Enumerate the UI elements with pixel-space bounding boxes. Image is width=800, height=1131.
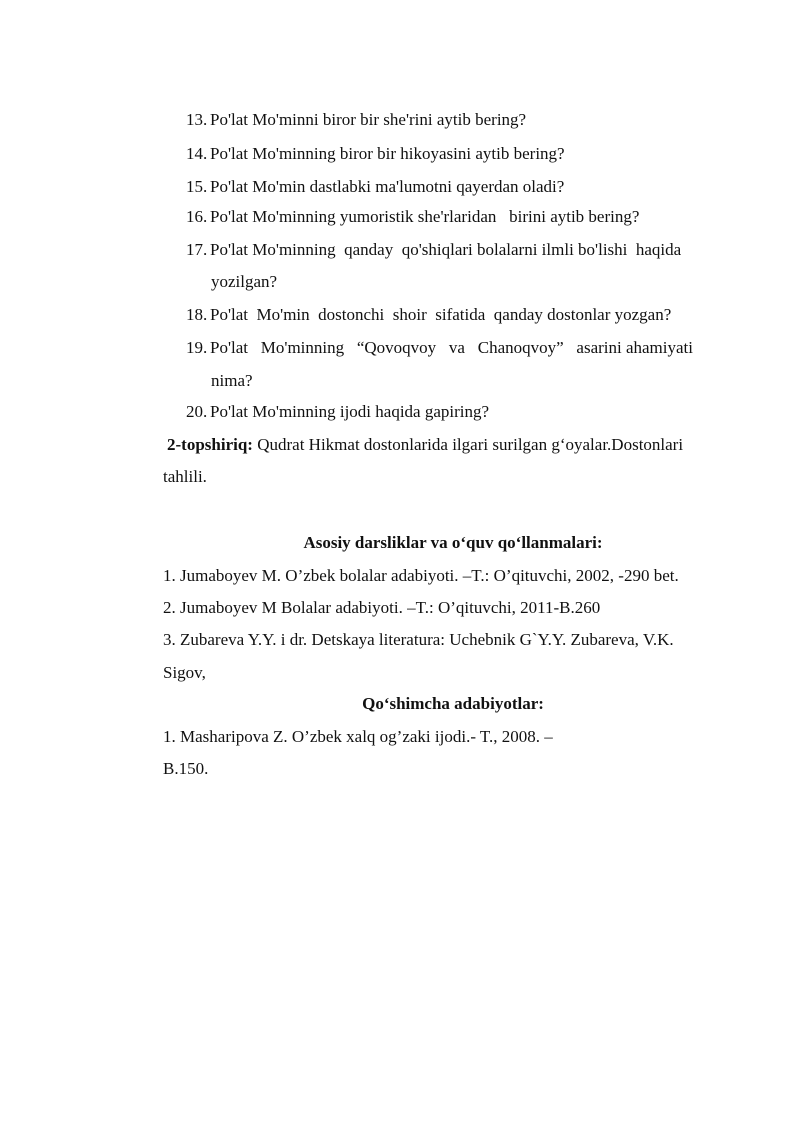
question-14: [186, 142, 742, 166]
main-book-3: 3. Zubareva Y.Y. i dr. Detskaya literatura: Uchebnik G`Y.Y. Zubareva, V.K.: [163, 630, 674, 649]
extra-book-1-continuation: B.150.: [163, 759, 209, 778]
question-number: 14.: [186, 144, 208, 163]
question-number: 18.: [186, 305, 208, 324]
task-label: 2-topshiriq:: [167, 435, 253, 454]
main-book-2: 2. Jumaboyev M Bolalar adabiyoti. –T.: O’qituvchi, 2011-B.260: [163, 598, 601, 617]
question-text: Po'lat Mo'minning yumoristik she'rlaridan birini aytib bering?: [210, 207, 640, 226]
question-text: Po'lat Mo'minning ijodi haqida gapiring?: [210, 402, 490, 421]
question-text: Po'lat Mo'minning biror bir hikoyasini aytib bering?: [210, 144, 565, 163]
question-number: 13.: [186, 110, 208, 129]
extra-book-1: 1. Masharipova Z. O’zbek xalq og’zaki ijodi.- T., 2008. –: [163, 727, 553, 746]
question-15: [186, 175, 742, 199]
question-text: Po'lat Mo'minning “Qovoqvoy va Chanoqvoy” asarini ahamiyati: [210, 338, 693, 357]
question-17-continuation: yozilgan?: [211, 272, 278, 291]
question-18: [186, 303, 742, 327]
main-book-3-continuation: Sigov,: [163, 663, 206, 682]
task-paragraph: [167, 433, 743, 457]
question-number: 15.: [186, 177, 208, 196]
extra-books-heading: Qo‘shimcha adabiyotlar:: [362, 694, 544, 713]
question-number: 17.: [186, 240, 208, 259]
question-number: 20.: [186, 402, 208, 421]
question-text: Po'lat Mo'min dastlabki ma'lumotni qayerdan oladi?: [210, 177, 565, 196]
question-number: 16.: [186, 207, 208, 226]
question-17: [186, 238, 742, 262]
question-text: Po'lat Mo'min dostonchi shoir sifatida qanday dostonlar yozgan?: [210, 305, 672, 324]
task-text: Qudrat Hikmat dostonlarida ilgari surilgan g‘oyalar.Dostonlari: [252, 435, 684, 454]
task-continuation: tahlili.: [163, 467, 207, 486]
question-number: 19.: [186, 338, 208, 357]
main-book-1: 1. Jumaboyev M. O’zbek bolalar adabiyoti. –T.: O’qituvchi, 2002, -290 bet.: [163, 566, 679, 585]
question-19: [186, 336, 742, 360]
main-books-heading: Asosiy darsliklar va o‘quv qo‘llanmalari:: [303, 533, 603, 552]
question-text: Po'lat Mo'minning qanday qo'shiqlari bolalarni ilmli bo'lishi haqida: [210, 240, 682, 259]
question-19-continuation: nima?: [211, 371, 253, 390]
question-13: [186, 108, 742, 132]
question-16: [186, 205, 742, 229]
question-20: [186, 400, 742, 424]
question-text: Po'lat Mo'minni biror bir she'rini aytib bering?: [210, 110, 527, 129]
